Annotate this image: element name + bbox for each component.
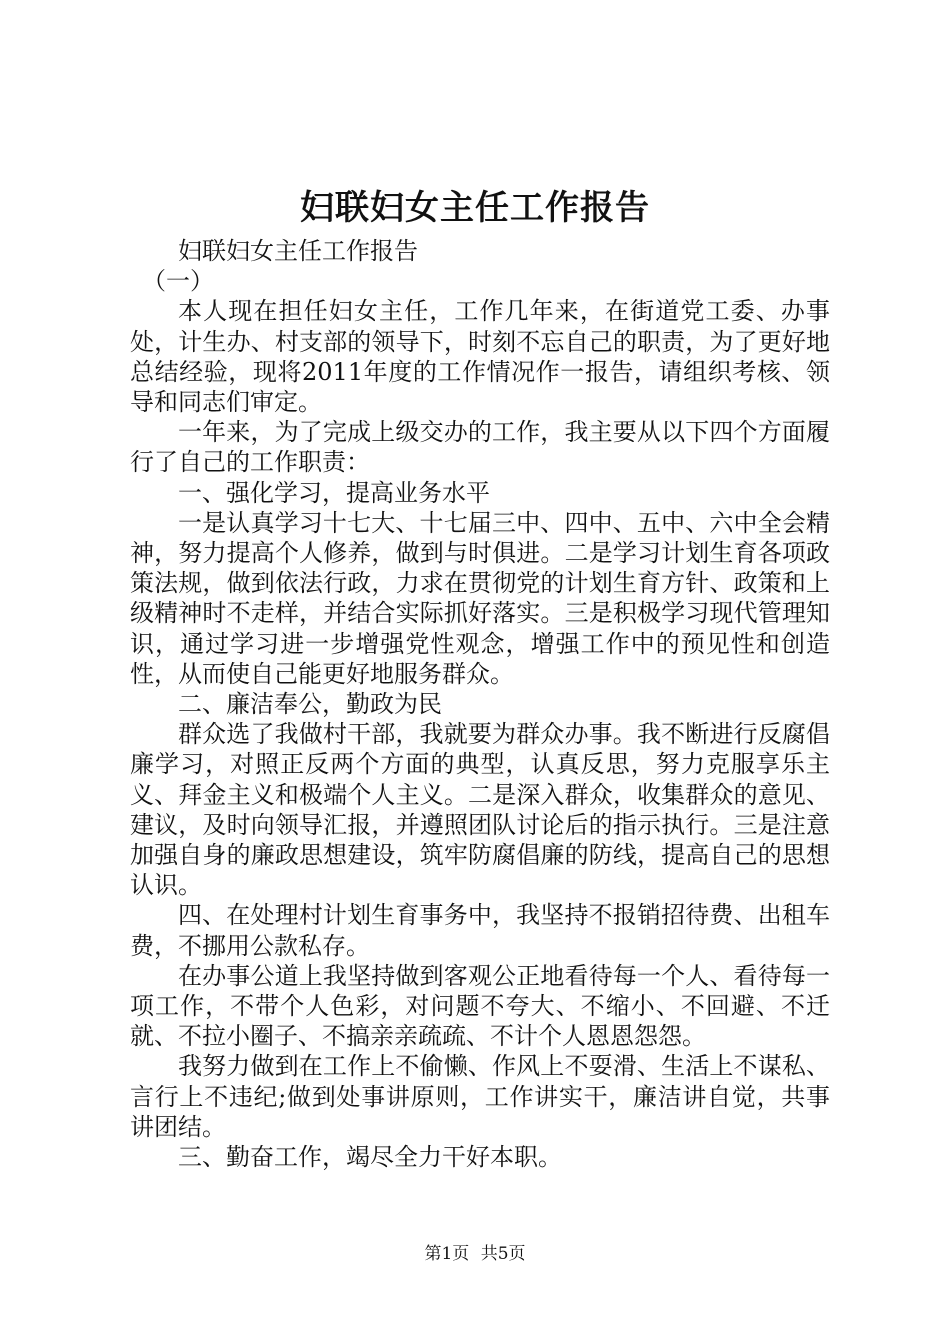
body-paragraph: 我努力做到在工作上不偷懒、作风上不耍滑、生活上不谋私、言行上不违纪;做到处事讲原则，工作讲实干，廉洁讲自觉，共事讲团结。 [130, 1052, 830, 1141]
section-heading: 二、廉洁奉公，勤政为民 [178, 690, 442, 719]
body-paragraph: 在办事公道上我坚持做到客观公正地看待每一个人、看待每一项工作，不带个人色彩，对问题不夸大、不缩小、不回避、不迁就、不拉小圈子、不搞亲亲疏疏、不计个人恩恩怨怨。 [130, 961, 830, 1051]
document-body [130, 236, 830, 1172]
body-paragraph: 四、在处理村计划生育事务中，我坚持不报销招待费、出租车费，不挪用公款私存。 [130, 901, 830, 960]
section-heading: 一、强化学习，提高业务水平 [178, 478, 490, 507]
document-title: 妇联妇女主任工作报告 [300, 188, 650, 228]
body-paragraph: 本人现在担任妇女主任，工作几年来，在街道党工委、办事处，计生办、村支部的领导下，时刻不忘自己的职责，为了更好地总结经验，现将2011年度的工作情况作一报告，请组织考核、领导和同志们审定。 [130, 297, 830, 417]
subtitle-paragraph: 妇联妇女主任工作报告 [178, 237, 418, 265]
section-number: （一） [142, 267, 214, 296]
page-number: 第1页 [424, 1244, 470, 1264]
body-paragraph: 一年来，为了完成上级交办的工作，我主要从以下四个方面履行了自己的工作职责： [130, 418, 830, 477]
page-footer [0, 1242, 950, 1266]
body-paragraph: 一是认真学习十七大、十七届三中、四中、五中、六中全会精神，努力提高个人修养，做到与时俱进。二是学习计划生育各项政策法规，做到依法行政，力求在贯彻党的计划生育方针、政策和上级精神时不走样，并结合实际抓好落实。三是积极学习现代管理知识，通过学习进一步增强党性观念，增强工作中的预见性和创造性，从而使自己能更好地服务群众。 [130, 508, 830, 688]
section-heading: 三、勤奋工作，竭尽全力干好本职。 [178, 1143, 562, 1172]
page-total: 共5页 [480, 1244, 526, 1264]
body-paragraph: 群众选了我做村干部，我就要为群众办事。我不断进行反腐倡廉学习，对照正反两个方面的典型，认真反思，努力克服享乐主义、拜金主义和极端个人主义。二是深入群众，收集群众的意见、建议，及时向领导汇报，并遵照团队讨论后的指示执行。三是注意加强自身的廉政思想建设，筑牢防腐倡廉的防线，提高自己的思想认识。 [130, 720, 830, 900]
